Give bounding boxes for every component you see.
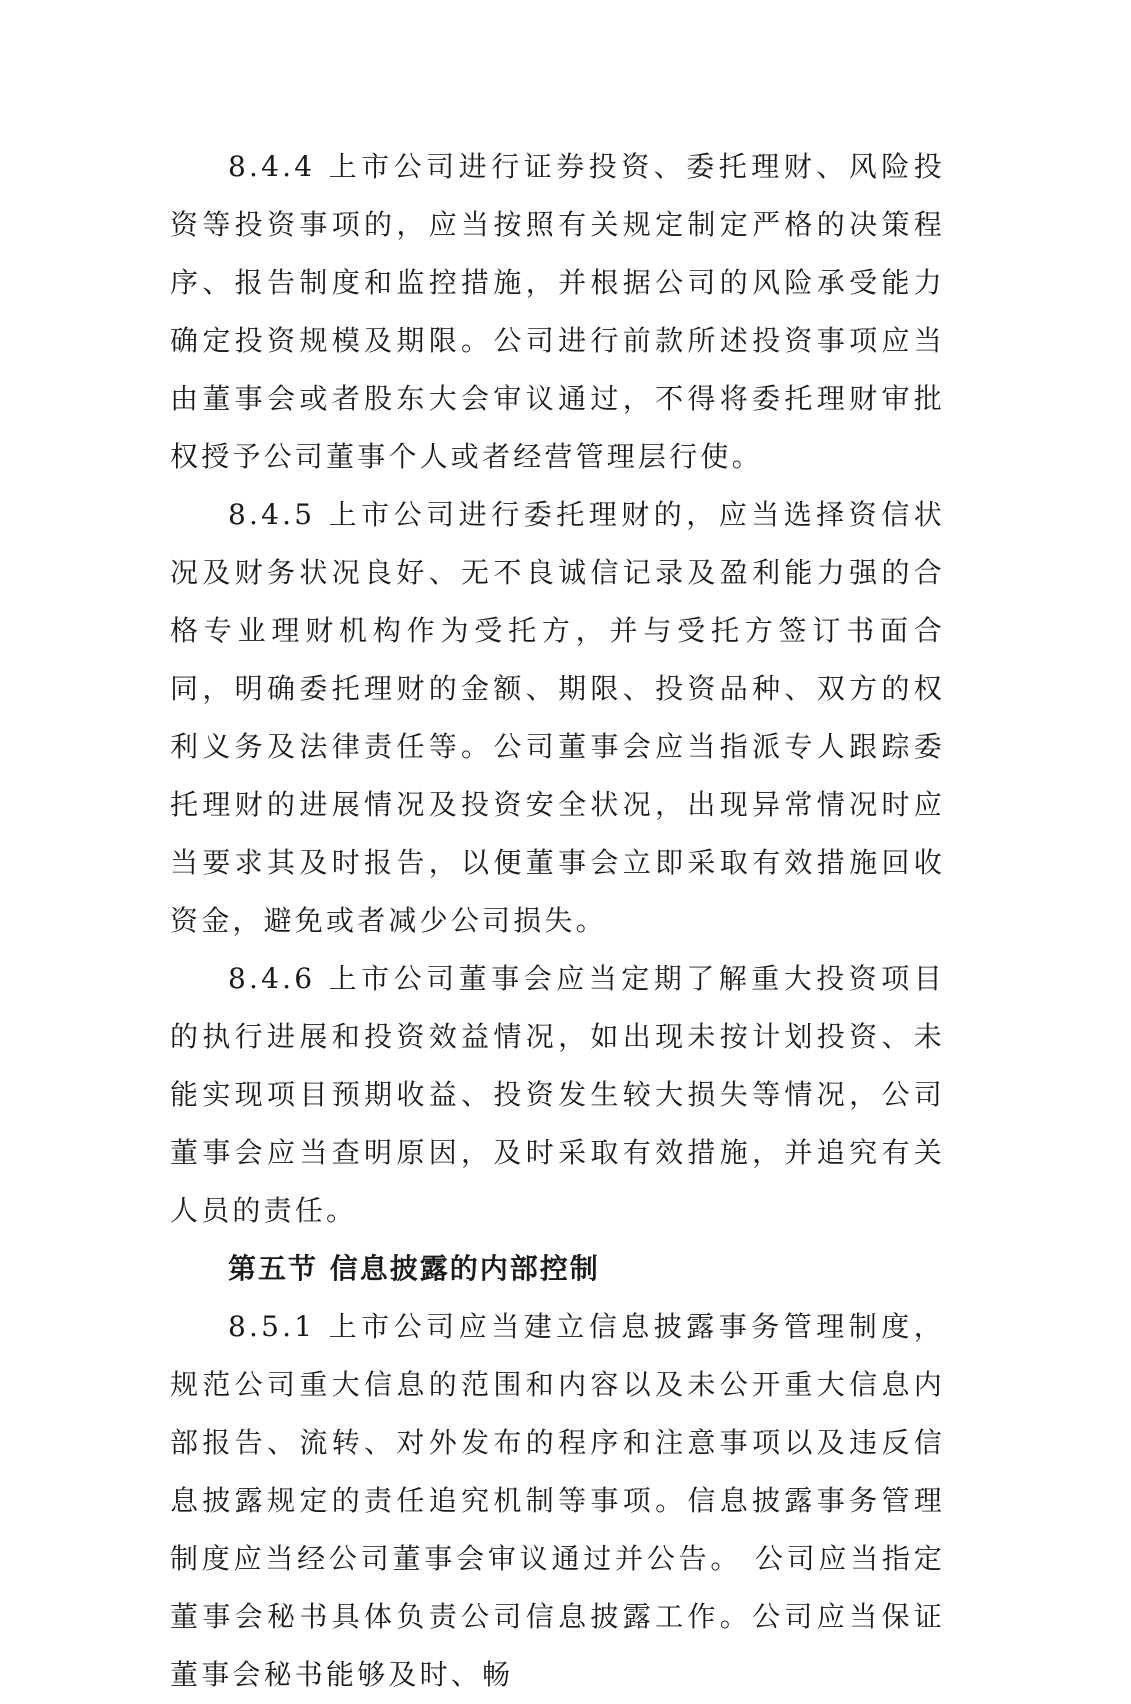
- document-body: [170, 138, 945, 1704]
- article-8-5-1: 8.5.1 上市公司应当建立信息披露事务管理制度，规范公司重大信息的范围和内容以及未公开重大信息内部报告、流转、对外发布的程序和注意事项以及违反信息披露规定的责任追究机制等事项。信息披露事务管理制度应当经公司董事会审议通过并公告。 公司应当指定董事会秘书具体负责公司信息披露工作。公司应当保证董事会秘书能够及时、畅: [170, 1310, 945, 1691]
- article-8-4-6: 8.4.6 上市公司董事会应当定期了解重大投资项目的执行进展和投资效益情况，如出现未按计划投资、未能实现项目预期收益、投资发生较大损失等情况，公司董事会应当查明原因，及时采取有效措施，并追究有关人员的责任。: [170, 962, 945, 1227]
- article-8-4-5: 8.4.5 上市公司进行委托理财的，应当选择资信状况及财务状况良好、无不良诚信记录及盈利能力强的合格专业理财机构作为受托方，并与受托方签订书面合同，明确委托理财的金额、期限、投资品种、双方的权利义务及法律责任等。公司董事会应当指派专人跟踪委托理财的进展情况及投资安全状况，出现异常情况时应当要求其及时报告，以便董事会立即采取有效措施回收资金，避免或者减少公司损失。: [170, 498, 945, 937]
- section-heading: 第五节 信息披露的内部控制: [228, 1252, 600, 1285]
- article-8-4-4: 8.4.4 上市公司进行证券投资、委托理财、风险投资等投资事项的，应当按照有关规定制定严格的决策程序、报告制度和监控措施，并根据公司的风险承受能力确定投资规模及期限。公司进行前款所述投资事项应当由董事会或者股东大会审议通过，不得将委托理财审批权授予公司董事个人或者经营管理层行使。: [170, 150, 945, 473]
